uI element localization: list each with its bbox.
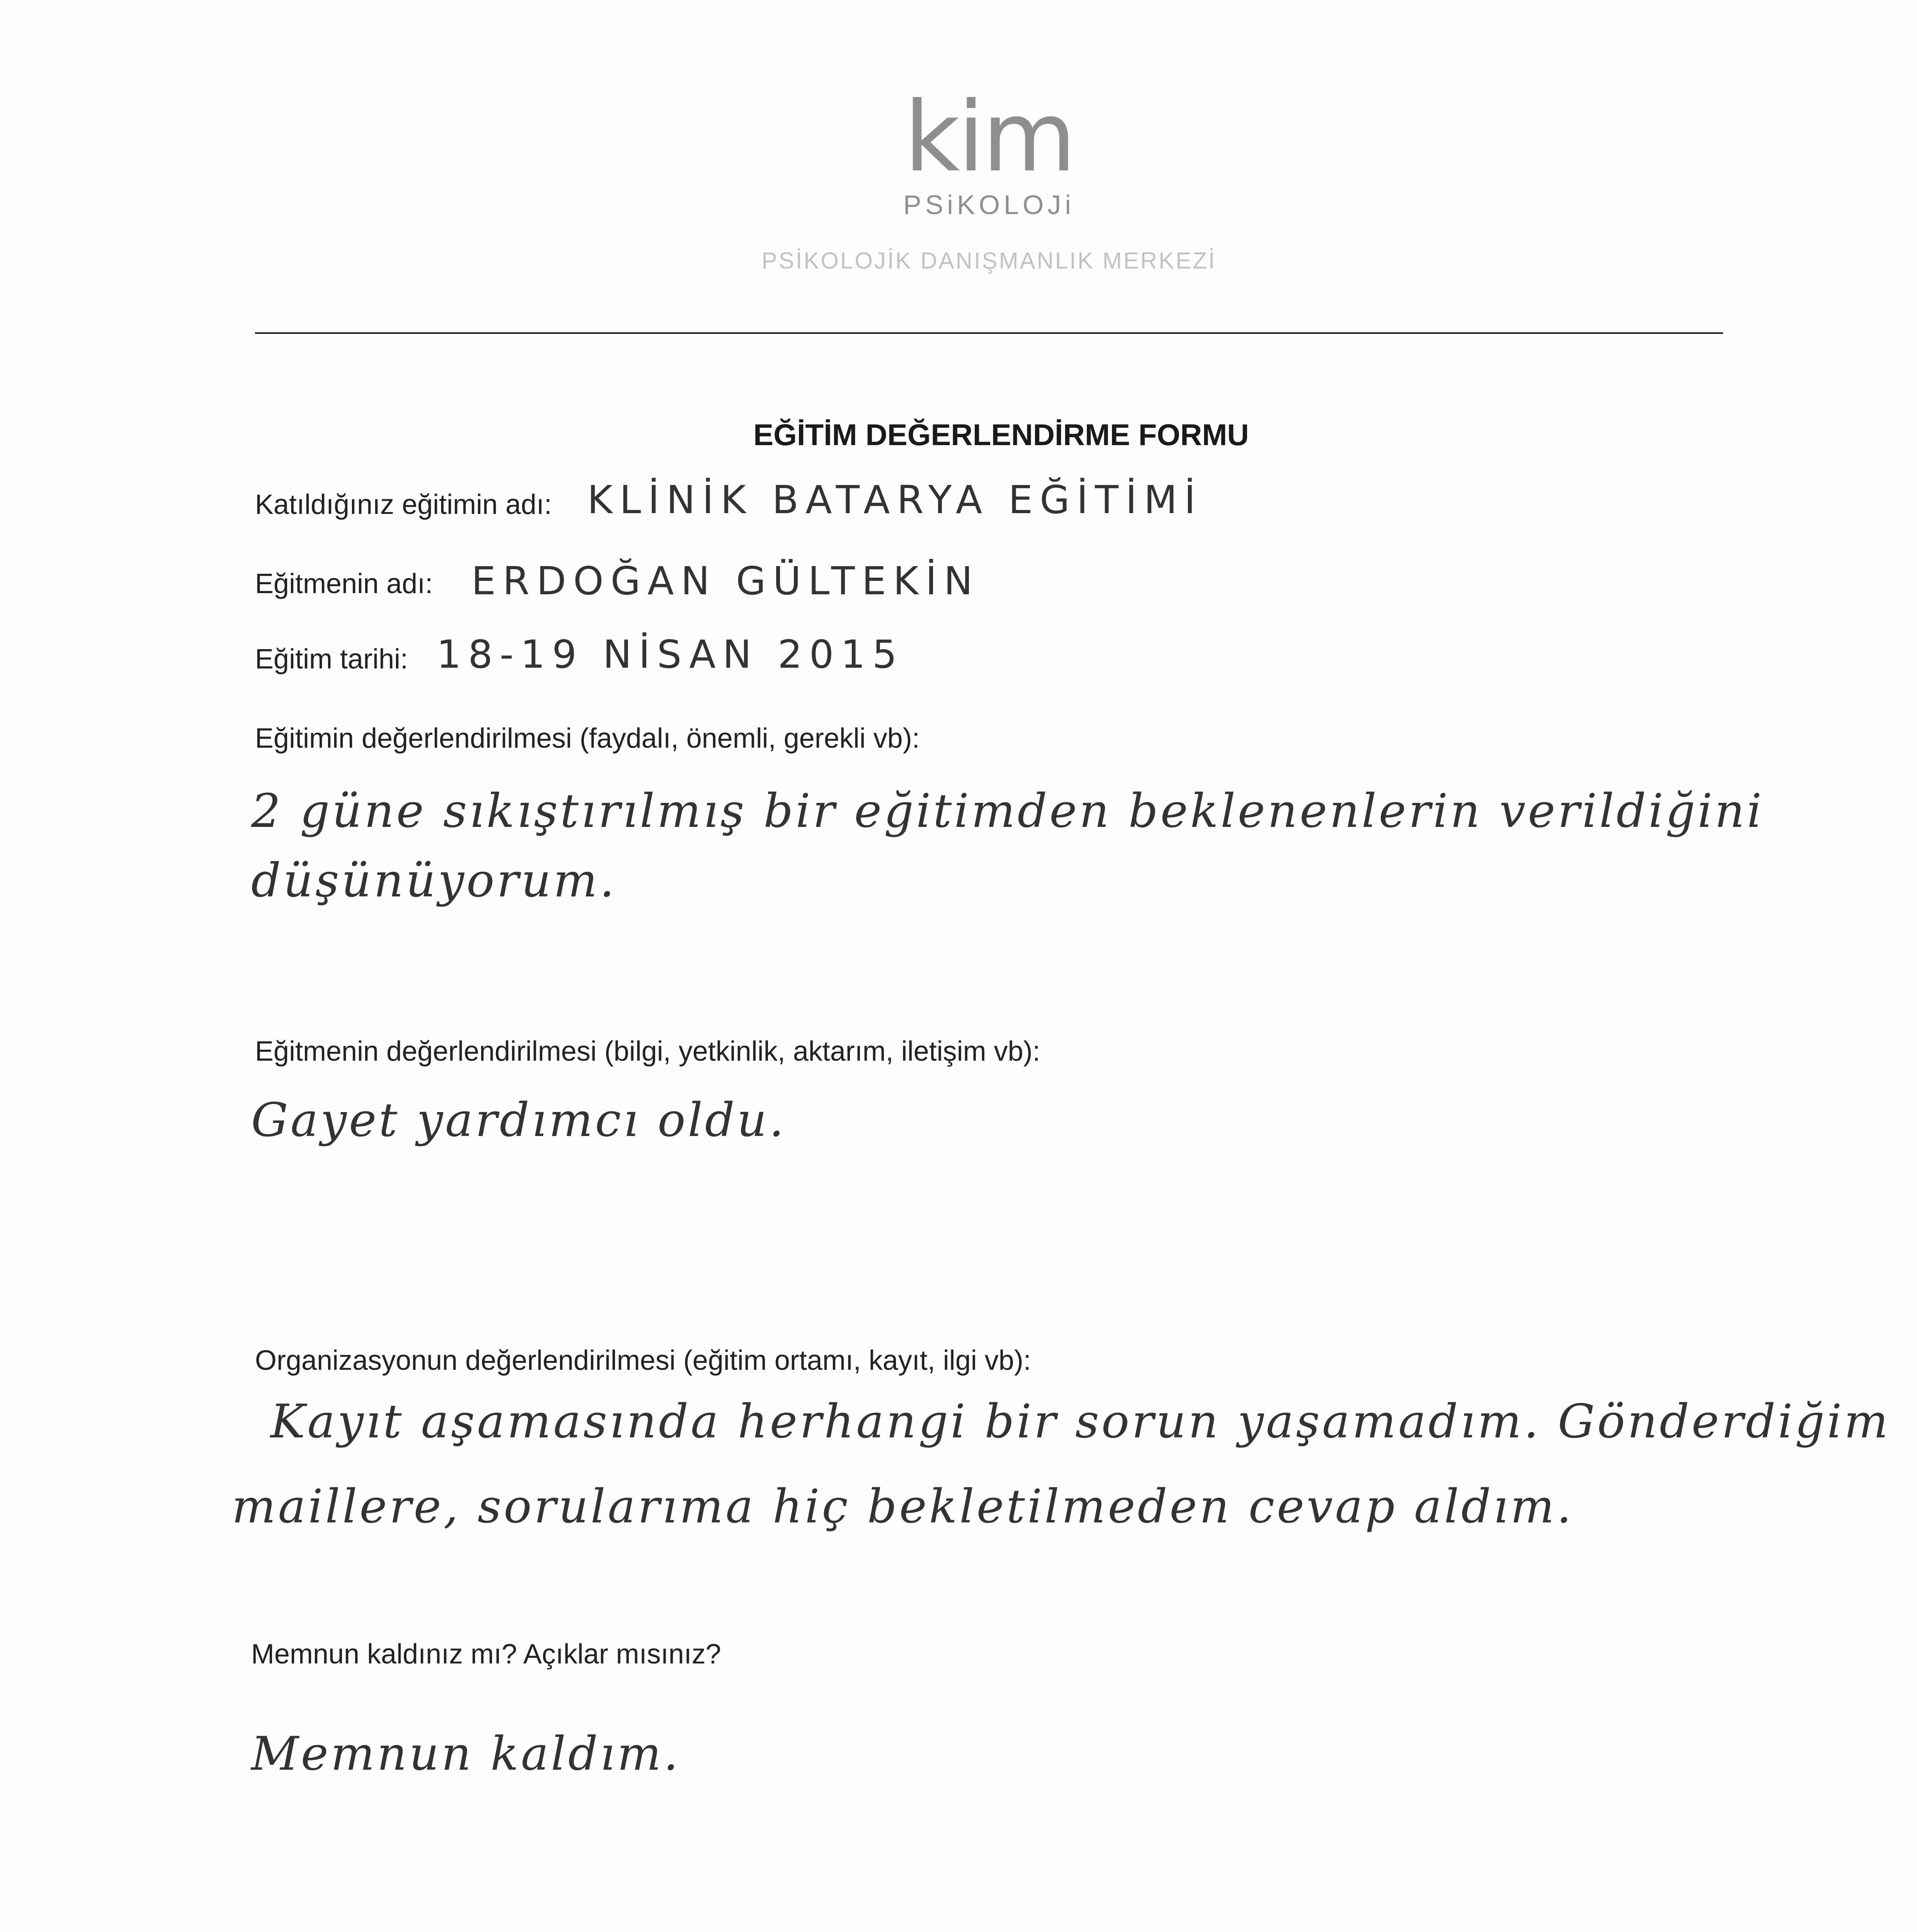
satisfaction-line-1: Memnun kaldım. — [251, 1727, 681, 1781]
trainer-eval-line-1: Gayet yardımcı oldu. — [251, 1094, 786, 1147]
logo-tagline: PSİKOLOJİK DANIŞMANLIK MERKEZİ — [761, 248, 1217, 274]
org-eval-label: Organizasyonun değerlendirilmesi (eğitim ortamı, kayıt, ilgi vb): — [255, 1345, 1031, 1376]
satisfaction-label: Memnun kaldınız mı? Açıklar mısınız? — [251, 1639, 721, 1670]
trainer-name-label: Eğitmenin adı: — [255, 568, 433, 599]
training-eval-label: Eğitimin değerlendirilmesi (faydalı, önemli, gerekli vb): — [255, 723, 920, 754]
trainer-name-value: ERDOĞAN GÜLTEKİN — [471, 558, 980, 604]
org-eval-line-1: Kayıt aşamasında herhangi bir sorun yaşamadım. Gönderdiğim — [270, 1395, 1891, 1449]
header-divider — [255, 332, 1723, 334]
logo-wordmark: kim — [904, 81, 1074, 193]
training-eval-line-2: düşünüyorum. — [251, 854, 617, 908]
training-name-value: KLİNİK BATARYA EĞİTİMİ — [587, 477, 1203, 522]
org-eval-line-2: maillere, sorularıma hiç bekletilmeden cevap aldım. — [232, 1480, 1574, 1534]
kim-logo — [889, 81, 1089, 220]
form-title: EĞİTİM DEĞERLENDİRME FORMU — [753, 418, 1249, 452]
training-date-value: 18-19 NİSAN 2015 — [437, 632, 904, 677]
training-eval-line-1: 2 güne sıkıştırılmış bir eğitimden beklenenlerin verildiğini — [251, 784, 1764, 838]
training-date-label: Eğitim tarihi: — [255, 644, 408, 675]
logo-subtitle: PSiKOLOJi — [903, 190, 1075, 220]
trainer-eval-label: Eğitmenin değerlendirilmesi (bilgi, yetkinlik, aktarım, iletişim vb): — [255, 1036, 1040, 1067]
training-name-label: Katıldığınız eğitimin adı: — [255, 489, 552, 520]
